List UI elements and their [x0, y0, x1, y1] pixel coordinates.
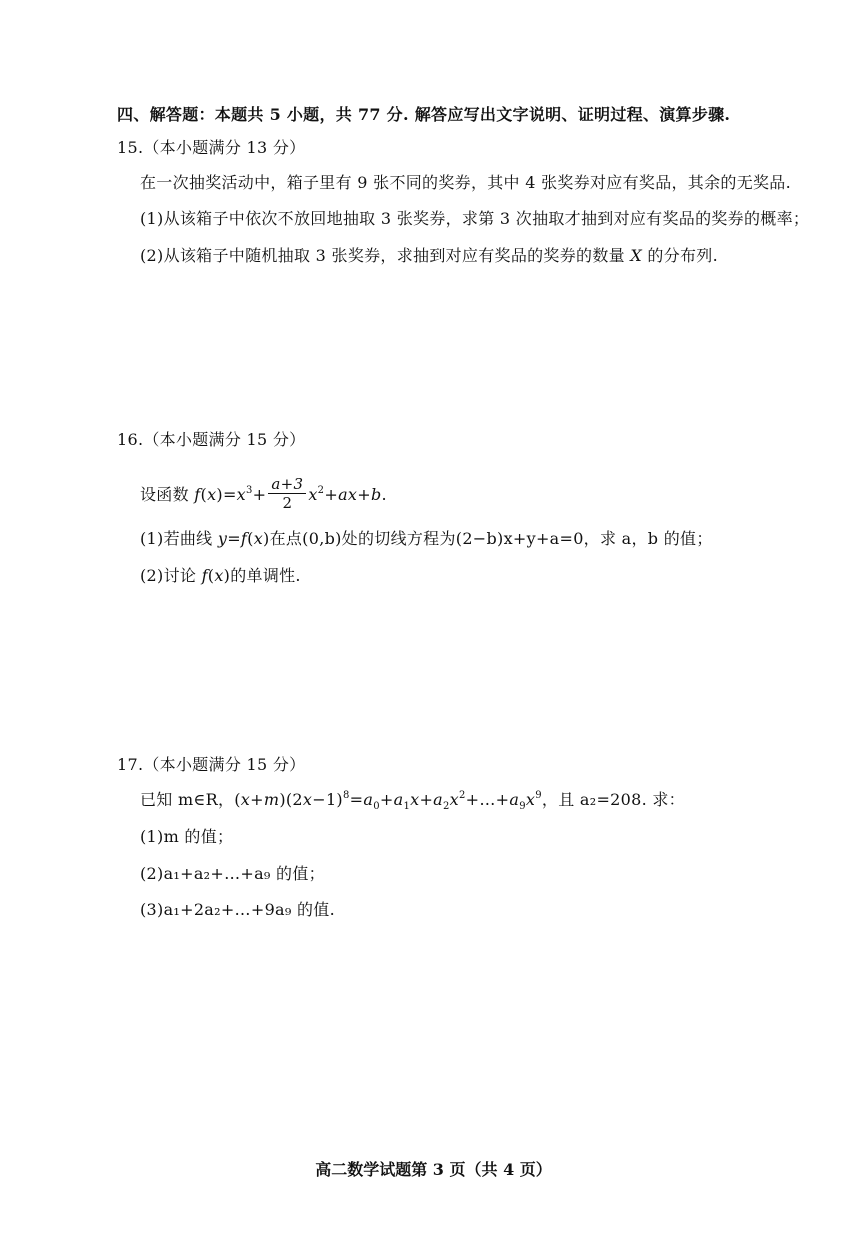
problem-15-intro: 在一次抽奖活动中，箱子里有 9 张不同的奖券，其中 4 张奖券对应有奖品，其余的无奖品. — [140, 173, 791, 192]
given-tail: ，且 a₂=208. 求： — [541, 790, 685, 809]
problem-15-part-2-tail: 的分布列. — [642, 246, 718, 265]
given-text: 已知 m∈R， — [140, 790, 235, 809]
fraction — [268, 475, 306, 512]
problem-17-given: 已知 m∈R，$(x+m)(2x-1)^8=a_0+a_1x+a_2x^2+\dots+a_9x^9$，且 a₂=208. 求： — [140, 790, 685, 812]
intro-text: 设函数 — [140, 485, 195, 504]
problem-16-part-1: (1)若曲线 y=f(x)在点(0,b)处的切线方程为(2−b)x+y+a=0，求 a，b 的值； — [140, 529, 713, 548]
problem-17-header: 17.（本小题满分 15 分） — [117, 755, 306, 774]
part-2-text: (2)讨论 — [140, 566, 202, 585]
problem-15-header: 15.（本小题满分 13 分） — [117, 138, 306, 157]
page-footer: 高二数学试题第 3 页（共 4 页） — [315, 1160, 552, 1179]
problem-16-part-2: (2)讨论 f(x)的单调性. — [140, 566, 301, 585]
problem-17-part-2: (2)a₁+a₂+…+a₉ 的值； — [140, 864, 325, 883]
section-heading: 四、解答题：本题共 5 小题，共 77 分. 解答应写出文字说明、证明过程、演算步骤. — [117, 105, 731, 124]
part-1-tail: 在点(0,b)处的切线方程为(2−b)x+y+a=0，求 a，b 的值； — [269, 529, 713, 548]
func-arg: x — [207, 485, 217, 504]
problem-17-part-1: (1)m 的值； — [140, 827, 234, 846]
problem-15-part-2-text: (2)从该箱子中随机抽取 3 张奖券，求抽到对应有奖品的奖券的数量 — [140, 246, 631, 265]
part-1-text: (1)若曲线 — [140, 529, 218, 548]
fraction-numerator: a+3 — [268, 475, 306, 494]
variable-x: X — [630, 246, 643, 265]
part-2-tail: 的单调性. — [230, 566, 301, 585]
problem-16-function-definition: 设函数 $f(x)=x^3+$ $\frac{a+3}{2}$ $x^2+ax+b$. — [140, 475, 387, 512]
problem-16-header: 16.（本小题满分 15 分） — [117, 430, 306, 449]
func-name: f — [194, 485, 201, 504]
fraction-denominator: 2 — [282, 494, 293, 512]
problem-17-part-3: (3)a₁+2a₂+…+9a₉ 的值. — [140, 900, 335, 919]
problem-15-part-1: (1)从该箱子中依次不放回地抽取 3 张奖券，求第 3 次抽取才抽到对应有奖品的奖券的概率； — [140, 209, 810, 228]
problem-15-part-2 — [140, 245, 718, 267]
